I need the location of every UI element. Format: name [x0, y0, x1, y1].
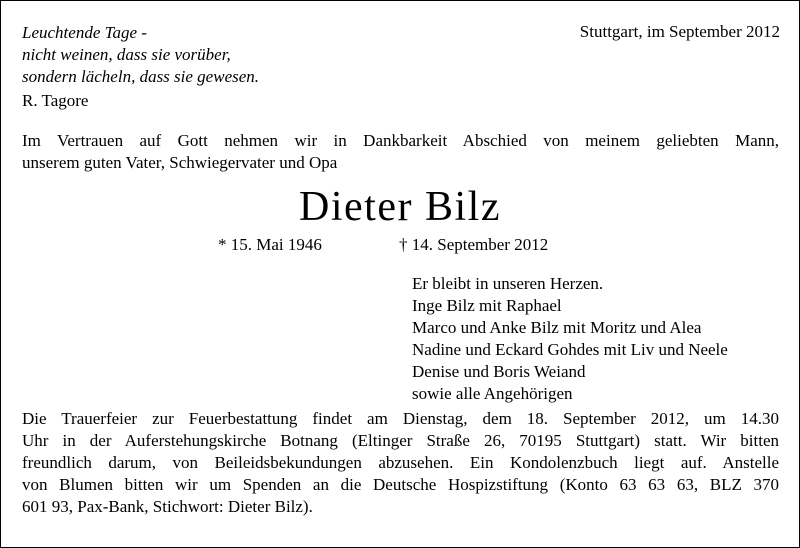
notice-line: 601 93, Pax-Bank, Stichwort: Dieter Bilz).	[22, 497, 313, 516]
poem-line: nicht weinen, dass sie vorüber,	[22, 45, 231, 64]
mourner-line: sowie alle Angehörigen	[412, 384, 573, 403]
intro-text	[22, 130, 779, 174]
mourner-line: Nadine und Eckard Gohdes mit Liv und Neele	[412, 340, 728, 359]
poem	[22, 22, 259, 88]
notice-line: Die Trauerfeier zur Feuerbestattung findet am Dienstag, dem 18. September 2012, um 14.30	[22, 409, 779, 428]
deceased-name: Dieter Bilz	[299, 184, 501, 230]
mourners-list	[412, 273, 728, 405]
intro-line: Im Vertrauen auf Gott nehmen wir in Dankbarkeit Abschied von meinem geliebten Mann,	[22, 131, 779, 150]
mourner-line: Er bleibt in unseren Herzen.	[412, 274, 604, 293]
death-date: † 14. September 2012	[399, 235, 549, 254]
mourner-line: Marco und Anke Bilz mit Moritz und Alea	[412, 318, 702, 337]
poem-line: sondern lächeln, dass sie gewesen.	[22, 67, 260, 86]
intro-line: unserem guten Vater, Schwiegervater und Opa	[22, 153, 338, 172]
notice-line: freundlich darum, von Beileidsbekundungen abzusehen. Ein Kondolenzbuch liegt auf. Anstelle	[22, 453, 779, 472]
poem-author: R. Tagore	[22, 91, 89, 110]
birth-date: * 15. Mai 1946	[218, 235, 322, 254]
funeral-notice	[22, 408, 779, 518]
mourner-line: Inge Bilz mit Raphael	[412, 296, 562, 315]
notice-line: von Blumen bitten wir um Spenden an die Deutsche Hospizstiftung (Konto 63 63 63, BLZ 370	[22, 475, 779, 494]
poem-line: Leuchtende Tage -	[22, 23, 147, 42]
place-date: Stuttgart, im September 2012	[579, 22, 780, 41]
mourner-line: Denise und Boris Weiand	[412, 362, 586, 381]
notice-line: Uhr in der Auferstehungskirche Botnang (Eltinger Straße 26, 70195 Stuttgart) statt. Wir bitten	[22, 431, 779, 450]
